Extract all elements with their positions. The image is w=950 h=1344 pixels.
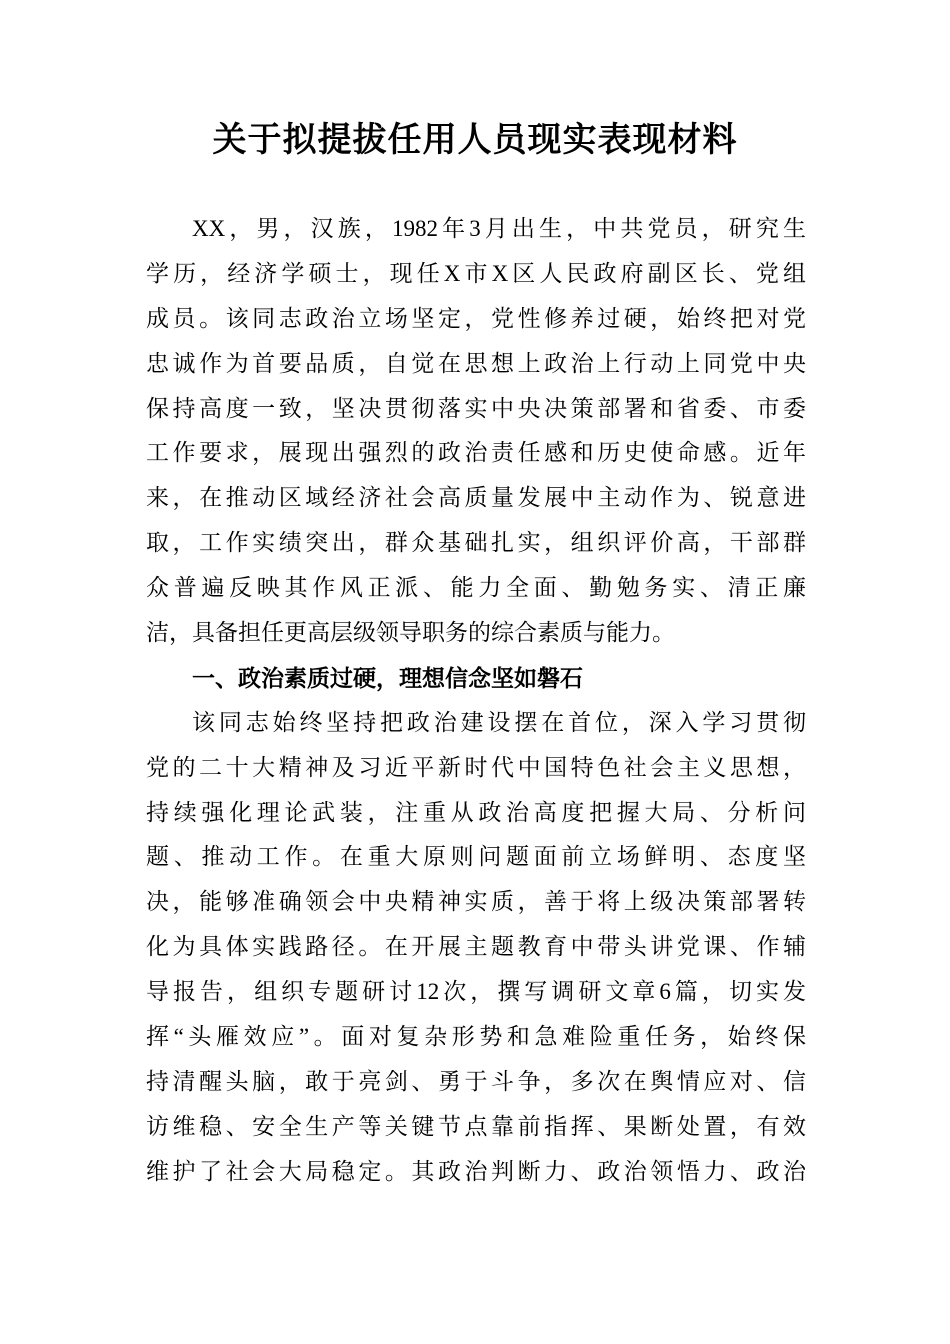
text-line: XX，男，汉族，1982年3月出生，中共党员，研究生 — [192, 216, 806, 241]
text-line: 保持高度一致，坚决贯彻落实中央决策部署和省委、市委 — [146, 395, 806, 421]
text-line: 洁，具备担任更高层级领导职务的综合素质与能力。 — [146, 620, 675, 646]
text-line: 学历，经济学硕士，现任X市X区人民政府副区长、党组 — [146, 260, 806, 286]
text-line: 工作要求，展现出强烈的政治责任感和历史使命感。近年 — [146, 440, 806, 466]
text-line: 访维稳、安全生产等关键节点靠前指挥、果断处置，有效 — [146, 1113, 806, 1139]
text-line: 导报告，组织专题研讨12次，撰写调研文章6篇，切实发 — [146, 979, 806, 1005]
document-body — [146, 207, 806, 1195]
text-line: 持续强化理论武装，注重从政治高度把握大局、分析问 — [146, 799, 806, 825]
intro-paragraph — [146, 207, 806, 656]
text-line: 来，在推动区域经济社会高质量发展中主动作为、锐意进 — [146, 485, 806, 511]
text-line: 成员。该同志政治立场坚定，党性修养过硬，始终把对党 — [146, 305, 806, 331]
text-line: 众普遍反映其作风正派、能力全面、勤勉务实、清正廉 — [146, 575, 806, 601]
section-paragraph — [146, 701, 806, 1195]
text-line: 挥“头雁效应”。面对复杂形势和急难险重任务，始终保 — [146, 1024, 806, 1050]
section-heading: 一、政治素质过硬，理想信念坚如磐石 — [192, 664, 583, 691]
text-line: 党的二十大精神及习近平新时代中国特色社会主义思想， — [146, 754, 806, 780]
text-line: 取，工作实绩突出，群众基础扎实，组织评价高，干部群 — [146, 530, 806, 556]
document-title: 关于拟提拔任用人员现实表现材料 — [212, 122, 738, 159]
text-line: 题、推动工作。在重大原则问题面前立场鲜明、态度坚 — [146, 844, 806, 870]
text-line: 忠诚作为首要品质，自觉在思想上政治上行动上同党中央 — [146, 350, 806, 376]
text-line: 化为具体实践路径。在开展主题教育中带头讲党课、作辅 — [146, 934, 806, 960]
text-line: 决，能够准确领会中央精神实质，善于将上级决策部署转 — [146, 889, 806, 915]
text-line: 维护了社会大局稳定。其政治判断力、政治领悟力、政治 — [146, 1158, 806, 1184]
text-line: 持清醒头脑，敢于亮剑、勇于斗争，多次在舆情应对、信 — [146, 1068, 806, 1094]
text-line: 该同志始终坚持把政治建设摆在首位，深入学习贯彻 — [192, 709, 806, 735]
